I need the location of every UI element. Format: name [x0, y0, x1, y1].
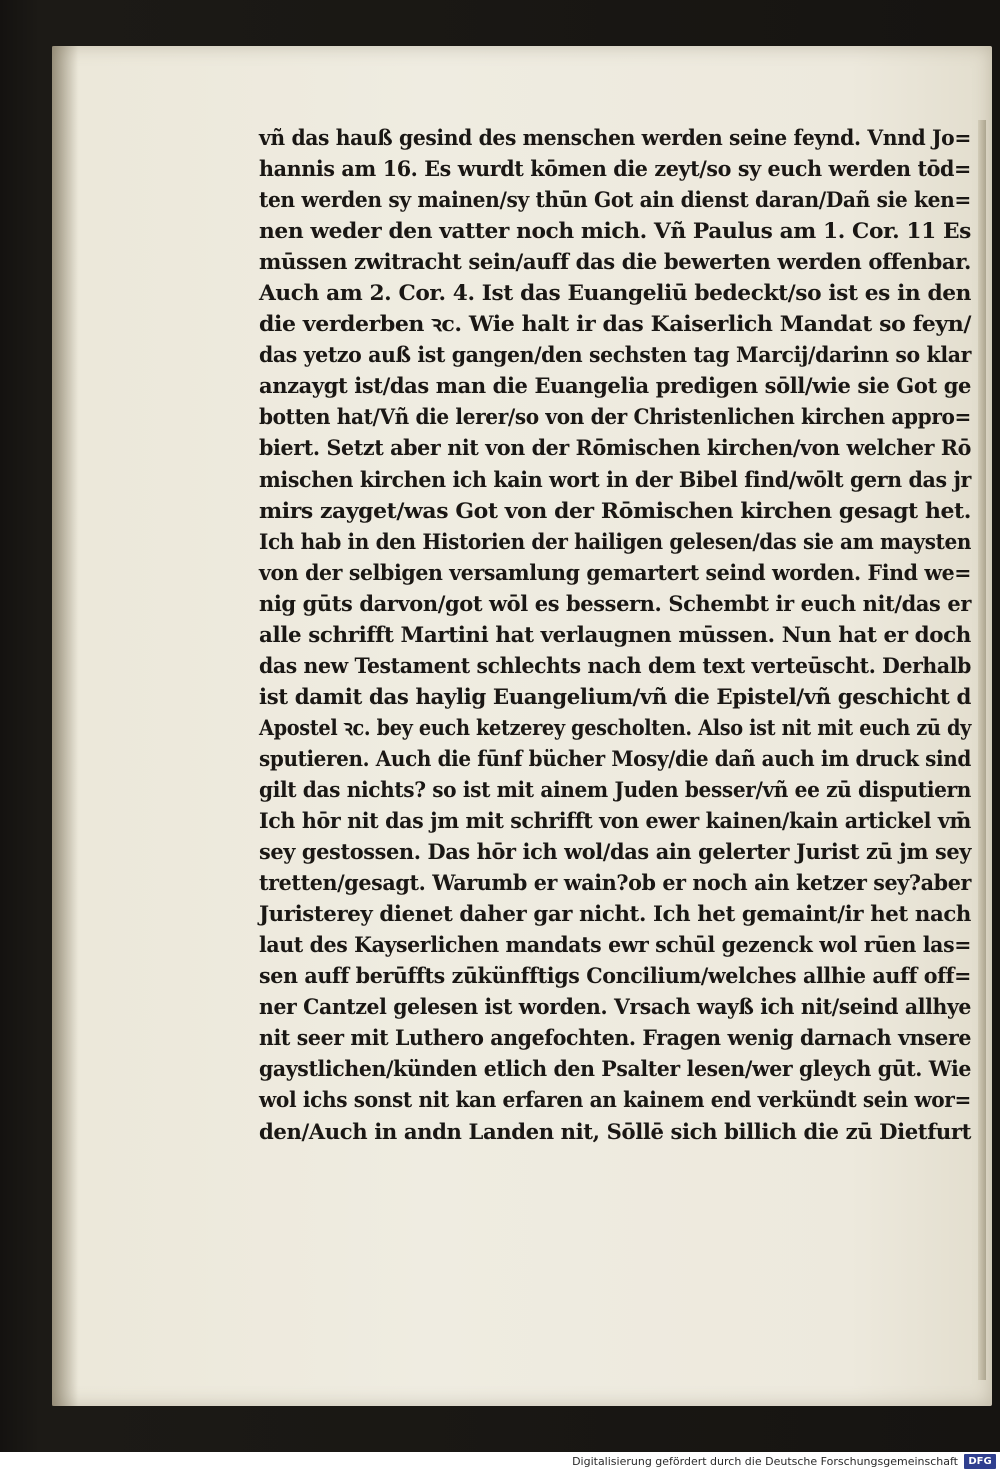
text-line	[259, 278, 971, 309]
text-line	[259, 837, 971, 868]
text-line	[259, 744, 971, 775]
text-line	[259, 433, 971, 464]
text-line	[259, 775, 971, 806]
text-line-content: sen auff berūffts zūkünfftigs Concilium/welches allhie auff off=	[259, 964, 971, 990]
text-line-content: Apostel ꝛc. bey euch ketzerey gescholten. Also ist nit mit euch zū dy	[259, 715, 971, 741]
text-line	[259, 1023, 971, 1054]
text-line-content: hannis am 16. Es wurdt kōmen die zeyt/so sy euch werden tōd=	[259, 157, 971, 183]
text-line-content: biert. Setzt aber nit von der Rōmischen kirchen/von welcher Rō	[259, 436, 971, 462]
text-line	[259, 1054, 971, 1085]
funding-notice: Digitalisierung gefördert durch die Deutsche Forschungsgemeinschaft	[572, 1455, 958, 1468]
text-line	[259, 558, 971, 589]
text-line-content: das yetzo auß ist gangen/den sechsten tag Marcij/darinn so klar	[259, 343, 972, 369]
text-line	[259, 651, 971, 682]
text-line-content: ist damit das haylig Euangelium/vñ die Epistel/vñ geschicht d	[259, 684, 972, 710]
text-line	[259, 247, 971, 278]
text-line	[259, 868, 971, 899]
text-line	[259, 589, 971, 620]
text-line-content: botten hat/Vñ die lerer/so von der Christenlichen kirchen appro=	[259, 405, 972, 431]
text-line-content: alle schrifft Martini hat verlaugnen mūssen. Nun hat er doch	[259, 622, 971, 648]
text-line	[259, 465, 971, 496]
text-line	[259, 682, 971, 713]
text-line-content: nig gūts darvon/got wōl es bessern. Schembt ir euch nit/das er	[259, 591, 971, 617]
text-line	[259, 620, 971, 651]
text-line	[259, 713, 971, 744]
text-line-content: sey gestossen. Das hōr ich wol/das ain gelerter Jurist zū jm sey	[259, 840, 972, 866]
text-line-content: mūssen zwitracht sein/auff das die bewerten werden offenbar.	[259, 250, 972, 276]
text-line-content: mischen kirchen ich kain wort in der Bibel find/wōlt gern das jr	[259, 467, 972, 493]
text-line	[259, 309, 971, 340]
page-edge-shadow	[978, 120, 986, 1380]
text-line	[259, 402, 971, 433]
text-line-content: sputieren. Auch die fūnf bücher Mosy/die dañ auch im druck sind	[259, 746, 971, 772]
text-line	[259, 185, 971, 216]
text-line-content: ner Cantzel gelesen ist worden. Vrsach wayß ich nit/seind allhye	[259, 995, 972, 1021]
text-line-content: laut des Kayserlichen mandats ewr schūl gezenck wol rūen las=	[259, 933, 972, 959]
text-line	[259, 1085, 971, 1116]
text-line	[259, 371, 971, 402]
text-line-content: tretten/gesagt. Warumb er wain?ob er noch ain ketzer sey?aber	[259, 871, 971, 897]
text-line-content: anzaygt ist/das man die Euangelia predigen sōll/wie sie Got ge	[259, 374, 972, 400]
text-line	[259, 216, 971, 247]
text-line-content: von der selbigen versamlung gemartert seind worden. Find we=	[259, 560, 972, 586]
text-line-content: gilt das nichts? so ist mit ainem Juden besser/vñ ee zū disputiern	[259, 777, 971, 803]
text-line-content: mirs zayget/was Got von der Rōmischen kirchen gesagt het.	[259, 498, 971, 524]
text-line	[259, 992, 971, 1023]
text-line-content: vñ das hauß gesind des menschen werden seine feynd. Vnnd Jo=	[259, 126, 971, 151]
text-line-content: den/Auch in andn Landen nit, Sōllē sich billich die zū Dietfurt	[259, 1119, 972, 1145]
text-line-content: gaystlichen/künden etlich den Psalter lesen/wer gleych gūt. Wie	[259, 1057, 972, 1083]
text-line-content: nen weder den vatter noch mich. Vñ Paulus am 1. Cor. 11 Es	[259, 219, 971, 245]
text-line	[259, 930, 971, 961]
text-line	[259, 961, 971, 992]
text-line	[259, 123, 971, 154]
footer-bar	[0, 1452, 1000, 1472]
text-line-content: wol ichs sonst nit kan erfaren an kainem end verkündt sein wor=	[259, 1088, 971, 1114]
text-line-content: Ich hab in den Historien der hailigen gelesen/das sie am maysten	[259, 529, 972, 555]
text-line-content: die verderben ꝛc. Wie halt ir das Kaiserlich Mandat so feyn/	[259, 312, 972, 338]
text-line	[259, 496, 971, 527]
text-line-content: Juristerey dienet daher gar nicht. Ich het gemaint/ir het nach	[259, 902, 972, 928]
text-line	[259, 806, 971, 837]
text-line-content: das new Testament schlechts nach dem text verteūscht. Derhalb	[259, 653, 971, 679]
text-line	[259, 899, 971, 930]
text-line-content: ten werden sy mainen/sy thūn Got ain dienst daran/Dañ sie ken=	[259, 188, 971, 214]
text-line	[259, 527, 971, 558]
text-line	[259, 340, 971, 371]
text-line	[259, 154, 971, 185]
dfg-logo: DFG	[964, 1454, 996, 1469]
text-line-content: Ich hōr nit das jm mit schrifft von ewer kainen/kain artickel vm̄	[259, 809, 971, 835]
text-line-content: Auch am 2. Cor. 4. Ist das Euangeliū bedeckt/so ist es in den	[259, 281, 972, 307]
text-line	[259, 1117, 971, 1148]
page-text-block	[259, 123, 971, 1148]
text-line-content: nit seer mit Luthero angefochten. Fragen wenig darnach vnsere	[259, 1026, 972, 1052]
